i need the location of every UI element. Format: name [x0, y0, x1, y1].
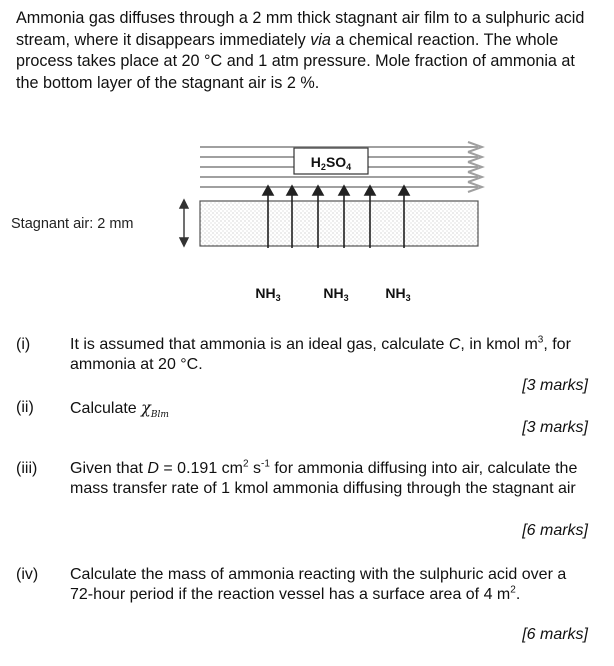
nh3-label-2: $NH_3$ — [323, 285, 349, 303]
nh3-label-3: $NH_3$ — [385, 285, 411, 303]
question-text: Calculate $\chi_{Blm}$ — [70, 398, 169, 421]
diffusion-diagram — [0, 140, 614, 310]
question-number: (iii) — [16, 460, 38, 477]
question-text: Given that D = 0.191 $cm^2$ $s^{-1}$ for ammonia diffusing into air, calculate the mass transfer rate of 1 kmol ammonia diffusing through the stagnant air — [70, 458, 578, 497]
intro-text-2: a chemical reaction. The whole process takes place at 20 °C and 1 atm pressure. Mole fraction of ammonia at the bottom layer of the stagnant air is 2 %. — [16, 30, 575, 92]
acid-label: $H_2SO_4$ — [310, 154, 352, 172]
problem-statement — [16, 8, 601, 94]
stagnant-air-film — [200, 201, 478, 246]
question-number: (ii) — [16, 399, 34, 416]
intro-text-1: Ammonia gas diffuses through a 2 mm thick stagnant air film to a sulphuric acid stream, where it disappears immediately — [16, 9, 585, 49]
marks-iii: [6 marks] — [522, 522, 588, 539]
marks-i: [3 marks] — [522, 377, 588, 394]
nh3-label-1: $NH_3$ — [255, 285, 281, 303]
question-text: It is assumed that ammonia is an ideal gas, calculate C, in kmol $m^3$, for ammonia at 20 °C. — [70, 334, 571, 373]
question-number: (iv) — [16, 566, 39, 583]
marks-ii: [3 marks] — [522, 419, 588, 436]
intro-via: via — [310, 30, 331, 49]
stagnant-air-label: Stagnant air: 2 mm — [11, 216, 134, 232]
marks-iv: [6 marks] — [522, 626, 588, 643]
question-number: (i) — [16, 336, 31, 353]
thickness-arrow-icon — [180, 200, 188, 246]
question-text: Calculate the mass of ammonia reacting with the sulphuric acid over a 72-hour period if the reaction vessel has a surface area of 4 $m^2$. — [70, 566, 567, 603]
